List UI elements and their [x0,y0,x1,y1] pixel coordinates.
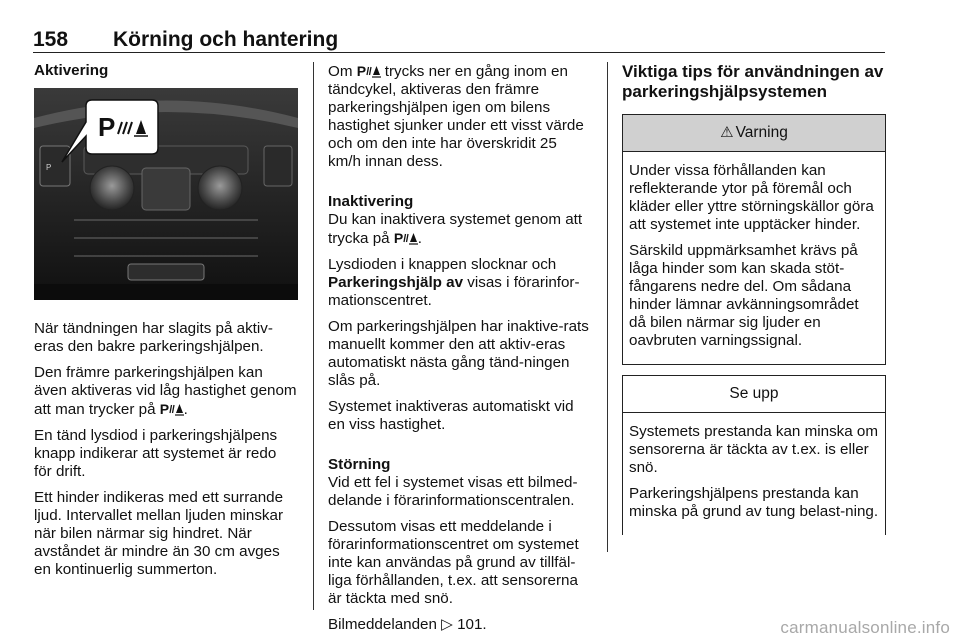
warning-title-bar [623,115,885,152]
section-heading-activation: Aktivering [34,62,109,79]
caution-title: Se upp [729,385,779,402]
caution-title-bar [623,376,885,413]
paragraph: Systemet inaktiveras automatiskt vid en viss hastighet. [328,398,574,433]
paragraph: Dessutom visas ett meddelande i förarinformationscentret om systemet inte kan användas på grund av tillfäl-liga förhållanden, t.ex. att sensorerna är täckta med snö. [328,518,579,607]
paragraph: Vid ett fel i systemet visas ett bilmed-delande i förarinformationscentralen. [328,474,578,509]
warning-triangle-icon: ⚠ [720,124,734,141]
caution-text: Systemets prestanda kan minska om sensorerna är täckta av t.ex. is eller snö. [629,423,879,476]
warning-title: Varning [735,124,788,141]
page-reference-arrow-icon: ▷ [441,616,453,633]
figure-badge-letter: P [98,112,116,142]
svg-text:P: P [46,163,52,172]
paragraph: Den främre parkeringshjälpen kan även aktiveras vid låg hastighet genom att man trycker på P . [34,364,297,418]
watermark: carmanualsonline.info [780,618,950,637]
column-1 [34,62,298,587]
warning-box [622,114,886,365]
parking-assist-icon: P [160,401,184,417]
paragraph: Ett hinder indikeras med ett surrande ljud. Intervallet mellan ljuden minskar när bilen närmar sig hindret. När avståndet är mindre än 30 cm avges en kontinuerlig summerton. [34,489,284,578]
tips-heading: Viktiga tips för användningen av parkeringshjälpsystemen [622,62,884,101]
dashboard-photo [34,88,298,300]
chapter-title: Körning och hantering [113,28,339,51]
column-2 [328,62,592,642]
section-heading-fault: Störning [328,456,391,473]
page-header [33,22,885,53]
paragraph: När tändningen har slagits på aktiv-eras den bakre parkeringshjälpen. [34,320,273,355]
column-3 [622,62,886,545]
column-divider [607,62,608,552]
paragraph: En tänd lysdiod i parkeringshjälpens knapp indikerar att systemet är redo för drift. [34,427,278,480]
paragraph: Du kan inaktivera systemet genom att trycka på P . [328,211,583,247]
caution-text: Parkeringshjälpens prestanda kan minska på grund av tung belast-ning. [629,485,879,520]
display-message: Parkeringshjälp av [328,274,464,291]
paragraph: Om P trycks ner en gång inom en tändcykel, aktiveras den främre parkeringshjälpen igen om bilens hastighet sjunker under ett visst värde och om den inte har överskridit 25 km/h innan dess. [328,63,584,170]
page-number: 158 [33,28,69,51]
warning-text: Särskild uppmärksamhet krävs på låga hinder som kan skada stöt-fångarens nedre del. Om sådana hinder lämnar avkänningsområdet då bilen närmar sig ljuder en oavbruten varningssignal. [629,242,859,349]
column-divider [313,62,314,610]
paragraph: Bilmeddelanden ▷ 101. [328,616,487,633]
paragraph: Lysdioden i knappen slocknar och Parkeringshjälp av visas i förarinfor-mationscentret. [328,256,580,309]
caution-box [622,375,886,535]
parking-assist-icon: P [394,230,418,246]
parking-assist-icon: P [357,63,381,79]
warning-text: Under vissa förhållanden kan reflekterande ytor på föremål och kläder eller yttre störningskällor göra att systemet inte upptäcker hinder. [629,162,874,233]
paragraph: Om parkeringshjälpen har inaktive-rats manuellt kommer den att aktiv-eras automatiskt nästa gång tänd-ningen slås på. [328,318,589,389]
section-heading-inactivation: Inaktivering [328,193,414,210]
